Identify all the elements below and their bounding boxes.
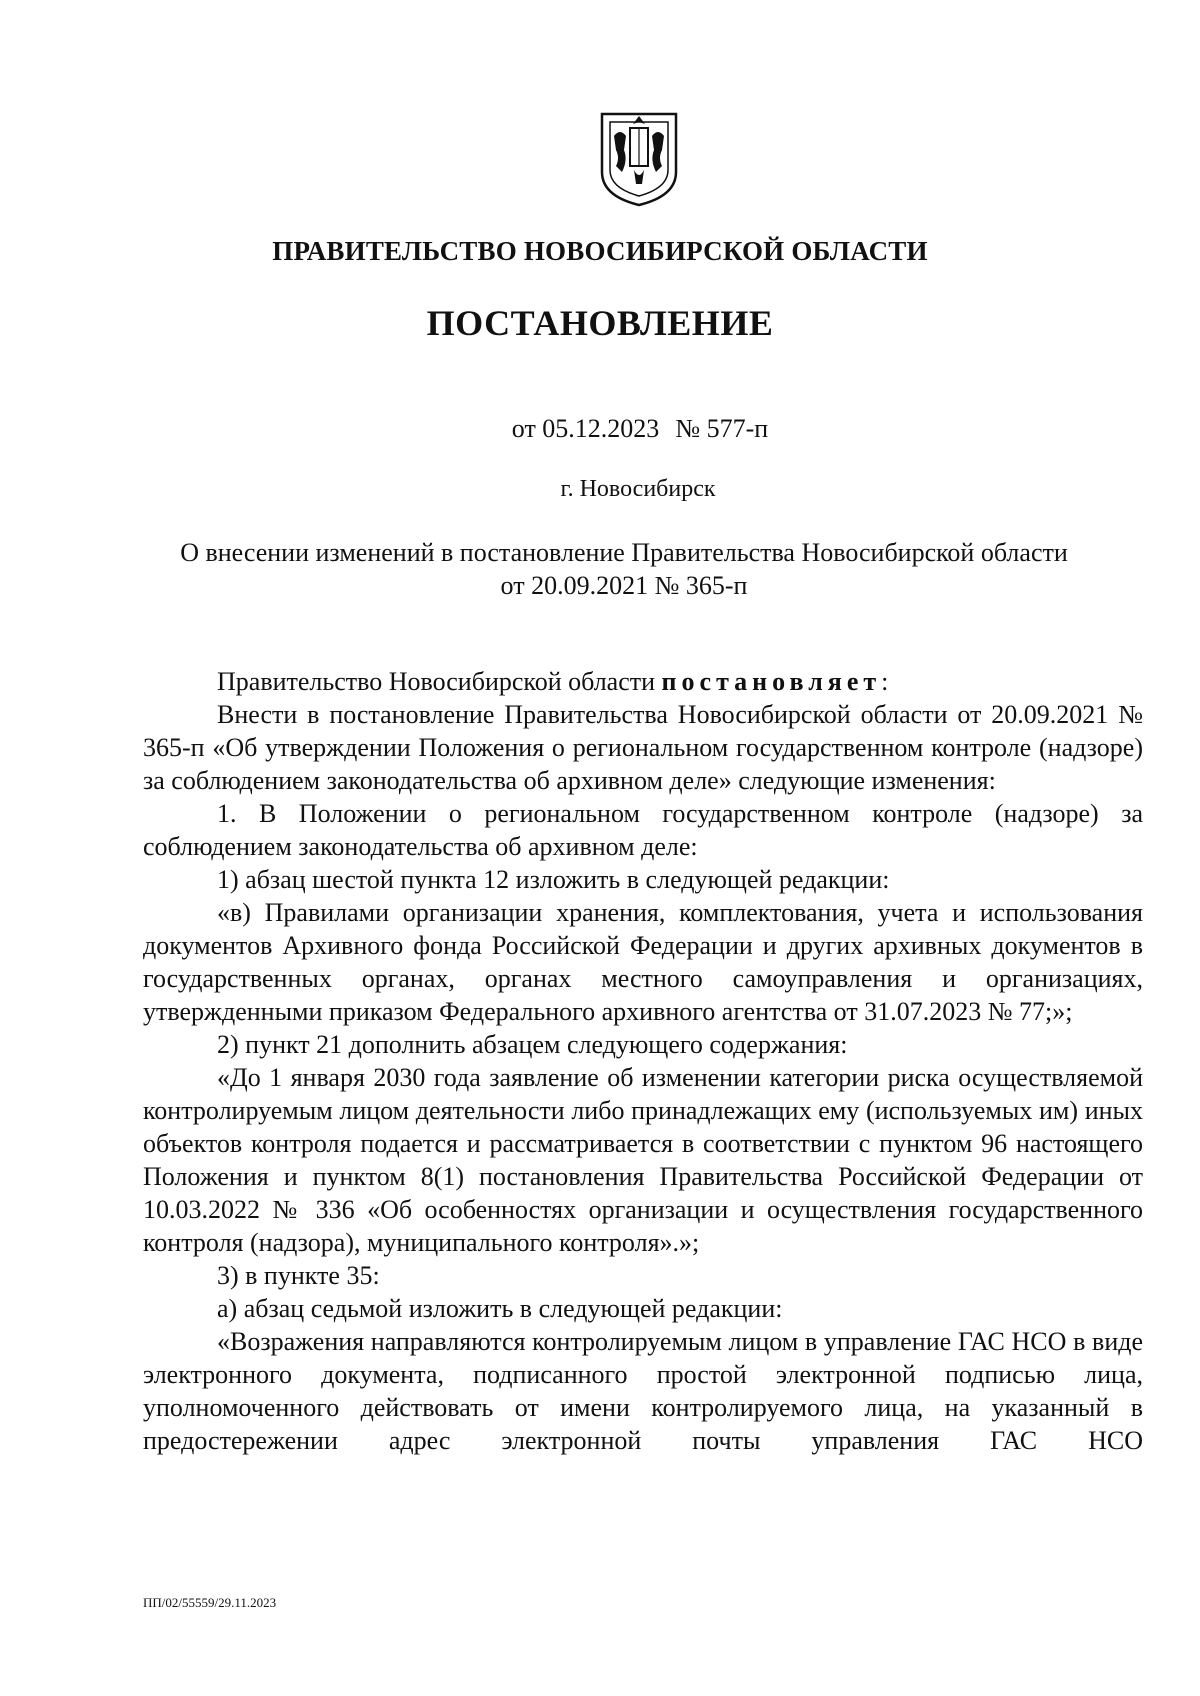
subject-line-1: О внесении изменений в постановление Правительства Новосибирской области <box>180 538 1068 567</box>
footer-document-code: ПП/02/55559/29.11.2023 <box>143 1595 277 1610</box>
subject-line-2: от 20.09.2021 № 365-п <box>500 571 748 600</box>
document-date: от 05.12.2023 <box>511 414 660 443</box>
paragraph-quote-2: «До 1 января 2030 года заявление об изменении категории риска осуществляемой контролируемым лицом деятельности либо принадлежащих ему (используемых им) иных объектов контроля подается и рассматривается в соответствии с пунктом 96 настоящего Положения и пунктом 8(1) постановления Правительства Российской Федерации от 10.03.2022 № 336 «Об особенностях организации и осуществления государственного контроля (надзора), муниципального контроля».»; <box>143 1063 1143 1257</box>
document-body <box>143 665 1143 1457</box>
paragraph-amend: Внести в постановление Правительства Новосибирской области от 20.09.2021 № 365-п «Об утверждении Положения о региональном государственном контроле (надзоре) за соблюдением законодательства об архивном деле» следующие изменения: <box>143 700 1143 795</box>
organization-title: ПРАВИТЕЛЬСТВО НОВОСИБИРСКОЙ ОБЛАСТИ <box>272 236 928 266</box>
paragraph-subitem-2: 2) пункт 21 дополнить абзацем следующего содержания: <box>217 1030 848 1059</box>
date-number-line <box>40 414 1200 444</box>
document-subject <box>24 536 1200 602</box>
resolution-verb: постановляет <box>661 667 882 696</box>
document-number: № 577-п <box>675 414 769 443</box>
paragraph-quote-3: «Возражения направляются контролируемым лицом в управление ГАС НСО в виде электронного документа, подписанного простой электронной подписью лица, уполномоченного действовать от имени контролируемого лица, на указанный в предостережении адрес электронной почты управления ГАС НСО <box>143 1327 1143 1455</box>
resolution-intro-prefix: Правительство Новосибирской области <box>217 667 662 696</box>
document-city: г. Новосибирск <box>560 476 716 502</box>
document-type-title: ПОСТАНОВЛЕНИЕ <box>426 303 774 343</box>
resolution-intro-suffix: : <box>881 667 889 696</box>
paragraph-quote-1: «в) Правилами организации хранения, комплектования, учета и использования документов Архивного фонда Российской Федерации и других архивных документов в государственных органах, органах местного самоуправления и организациях, утвержденными приказом Федерального архивного агентства от 31.07.2023 № 77;»; <box>143 898 1143 1026</box>
paragraph-subitem-1: 1) абзац шестой пункта 12 изложить в следующей редакции: <box>217 865 890 894</box>
coat-of-arms-icon <box>598 110 680 208</box>
paragraph-subitem-3: 3) в пункте 35: <box>217 1261 380 1290</box>
paragraph-subitem-3a: а) абзац седьмой изложить в следующей редакции: <box>217 1294 783 1323</box>
resolution-intro <box>143 665 1143 698</box>
paragraph-item-1: 1. В Положении о региональном государственном контроле (надзоре) за соблюдением законодательства об архивном деле: <box>143 799 1143 861</box>
